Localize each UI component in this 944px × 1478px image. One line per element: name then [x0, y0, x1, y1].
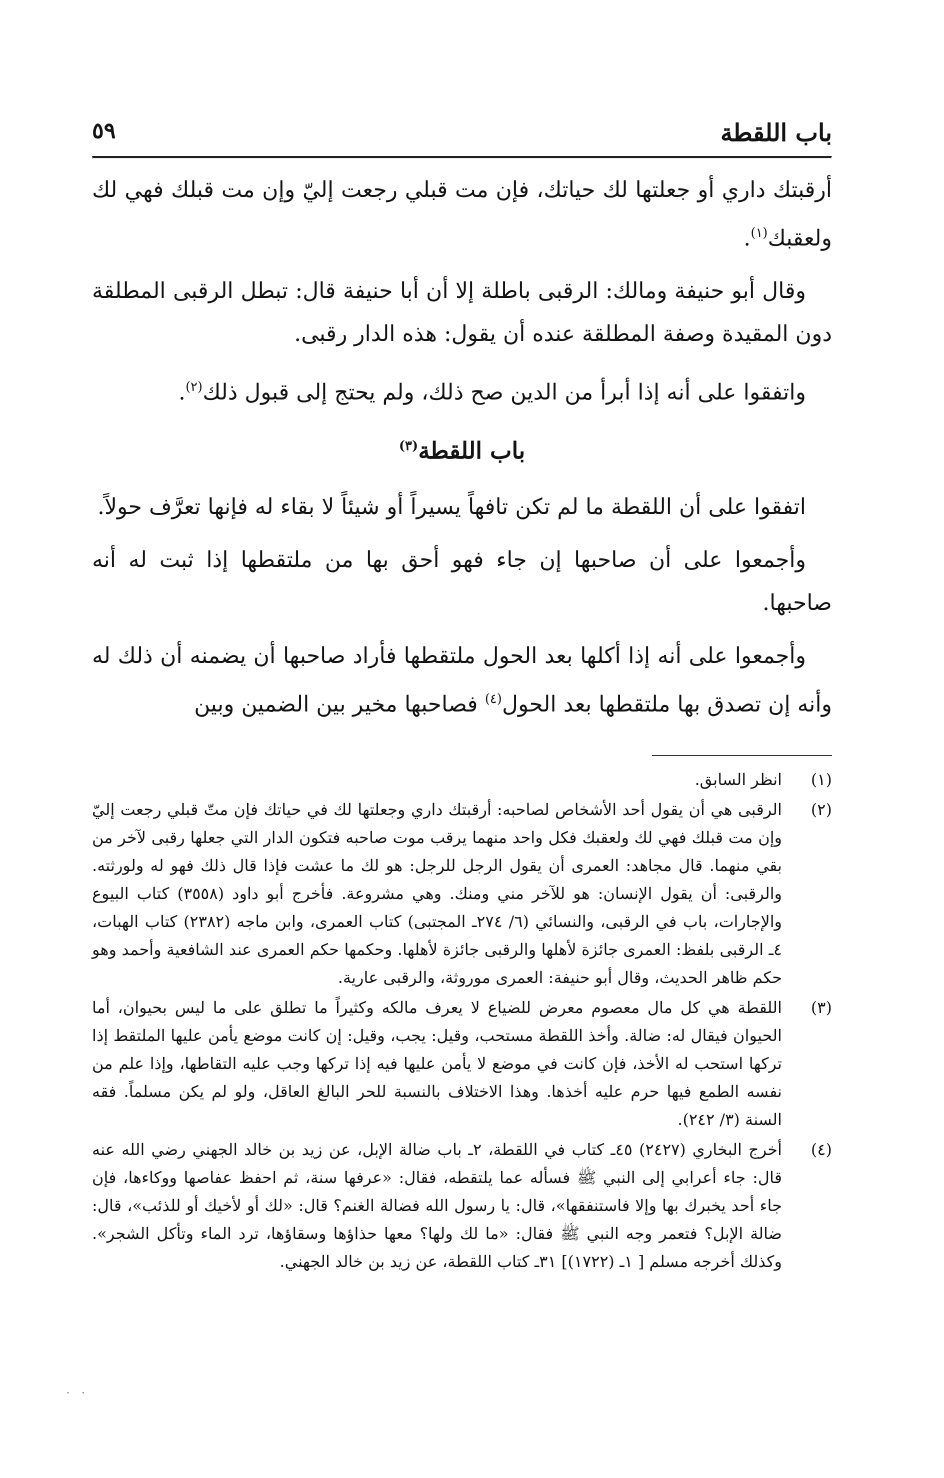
- footnotes: [92, 766, 832, 1276]
- footnote-rule: [652, 755, 832, 756]
- paragraph-text: وقال أبو حنيفة ومالك: الرقبى باطلة إلا أن أبا حنيفة قال: تبطل الرقبى المطلقة دون المقيدة وصفة المطلقة عنده أن يقول: هذه الدار رقبى.: [92, 279, 832, 348]
- document-page: [92, 108, 832, 1278]
- footnote-text: أخرج البخاري (٢٤٢٧) ٤٥ـ كتاب في اللقطة، ٢ـ باب ضالة الإبل، عن زيد بن خالد الجهني رضي الله عنه قال: جاء أعرابي إلى النبي ﷺ فسأله عما يلتقطه، فقال: «عرفها سنة، ثم احفظ عفاصها ووكاءها، فإن جاء أحد يخبرك بها وإلا فاستنفقها»، قال: يا رسول الله فضالة الغنم؟ قال: «لك أو لأخيك أو للذئب»، قال: ضالة الإبل؟ فتعمر وجه النبي ﷺ فقال: «ما لك ولها؟ معها حذاؤها وسقاؤها، ترد الماء وتأكل الشجر». وكذلك أخرجه مسلم [ ١ـ (١٧٢٢)] ٣١ـ كتاب اللقطة، عن زيد بن خالد الجهني.: [92, 1139, 783, 1271]
- footnote-text: انظر السابق.: [694, 769, 782, 789]
- paragraph: [92, 169, 832, 260]
- running-header: [92, 108, 832, 156]
- paragraph-text: واتفقوا على أنه إذا أبرأ من الدين صح ذلك، ولم يحتج إلى قبول ذلك: [202, 380, 806, 406]
- paragraph-tail: فصاحبها مخير بين الضمين وبين: [194, 692, 485, 718]
- paragraph-text: اتفقوا على أن اللقطة ما لم تكن تافهاً يسيراً أو شيئاً لا بقاء له فإنها تعرَّف حولاً.: [97, 495, 806, 521]
- paragraph-text: وأجمعوا على أنه إذا أكلها بعد الحول ملتقطها فأراد صاحبها أن يضمنه أن ذلك له وأنه إن تصدق بها ملتقطها بعد الحول: [92, 644, 832, 718]
- footnote-text: الرقبى هي أن يقول أحد الأشخاص لصاحبه: أرقبتك داري وجعلتها لك في حياتك فإن متّ قبلي رجعت إليّ وإن مت قبلك فهي لك ولعقبك فكل واحد منهما يرقب موت صاحبه فتكون الدار التي جعلها رقبى لآخر من بقي منهما. قال مجاهد: العمرى أن يقول الرجل للرجل: هو لك ما عشت فإذا قال ذلك فهو له ولورثته. والرقبى: أن يقول الإنسان: هو للآخر مني ومنك. وهي مشروعة. فأخرج أبو داود (٣٥٥٨) كتاب البيوع والإجارات، باب في الرقبى، والنسائي (٦/ ٢٧٤ـ المجتبى) كتاب العمرى، وابن ماجه (٢٣٨٢) كتاب الهبات، ٤ـ الرقبى بلفظ: العمرى جائزة لأهلها والرقبى جائزة لأهلها. وحكمها حكم العمرى عند الشافعية وأحمد وهو حكم ظاهر الحديث، وقال أبو حنيفة: العمرى موروثة، والرقبى عارية.: [92, 799, 782, 987]
- footnote: [92, 1136, 832, 1276]
- footnote-ref: (٣): [398, 438, 419, 454]
- footnote: [92, 796, 832, 992]
- paragraph: [92, 270, 832, 356]
- section-heading: [92, 425, 832, 473]
- footnote: [92, 994, 832, 1134]
- paragraph-text: أرقبتك داري أو جعلتها لك حياتك، فإن مت قبلي رجعت إليّ وإن مت قبلك فهي لك ولعقبك: [92, 178, 832, 252]
- header-rule: [92, 156, 832, 159]
- page-number: ٥٩: [92, 118, 116, 144]
- footnote: [92, 766, 832, 794]
- footnote-ref: (١): [750, 226, 768, 241]
- paragraph: [92, 539, 832, 625]
- footnote-number: (٤): [810, 1139, 832, 1159]
- footnote-ref: (٢): [185, 380, 203, 396]
- section-heading-text: باب اللقطة: [418, 437, 526, 465]
- paragraph: [92, 635, 832, 726]
- main-text: [92, 169, 832, 727]
- paragraph-tail: .: [178, 380, 186, 406]
- scan-speck: · ·: [66, 1386, 86, 1400]
- footnote-number: (١): [810, 769, 832, 789]
- paragraph: [92, 486, 832, 529]
- paragraph-text: وأجمعوا على أن صاحبها إن جاء فهو أحق بها من ملتقطها إذا ثبت له أنه صاحبها.: [92, 548, 832, 617]
- footnote-text: اللقطة هي كل مال معصوم معرض للضياع لا يعرف مالكه وكثيراً ما تطلق على ما ليس بحيوان، أما الحيوان فيقال له: ضالة. وأخذ اللقطة مستحب، وقيل: يجب، وقيل: إن كانت موضع يأمن عليها الملتقط إذا تركها استحب له الأخذ، فإن كانت في موضع لا يأمن عليها فيه إذا تركها وجب عليه التقاطها، وإذا علم من نفسه الطمع فيها حرم عليه أخذها. وهذا الاختلاف بالنسبة للحر البالغ العاقل، ولو لم يكن مسلماً. فقه السنة (٣/ ٢٤٢).: [92, 997, 783, 1129]
- paragraph: [92, 366, 832, 414]
- paragraph-tail: .: [743, 226, 751, 252]
- chapter-title: باب اللقطة: [720, 118, 832, 147]
- footnote-number: (٣): [810, 997, 832, 1017]
- footnote-ref: (٤): [484, 692, 502, 708]
- footnote-number: (٢): [810, 799, 832, 819]
